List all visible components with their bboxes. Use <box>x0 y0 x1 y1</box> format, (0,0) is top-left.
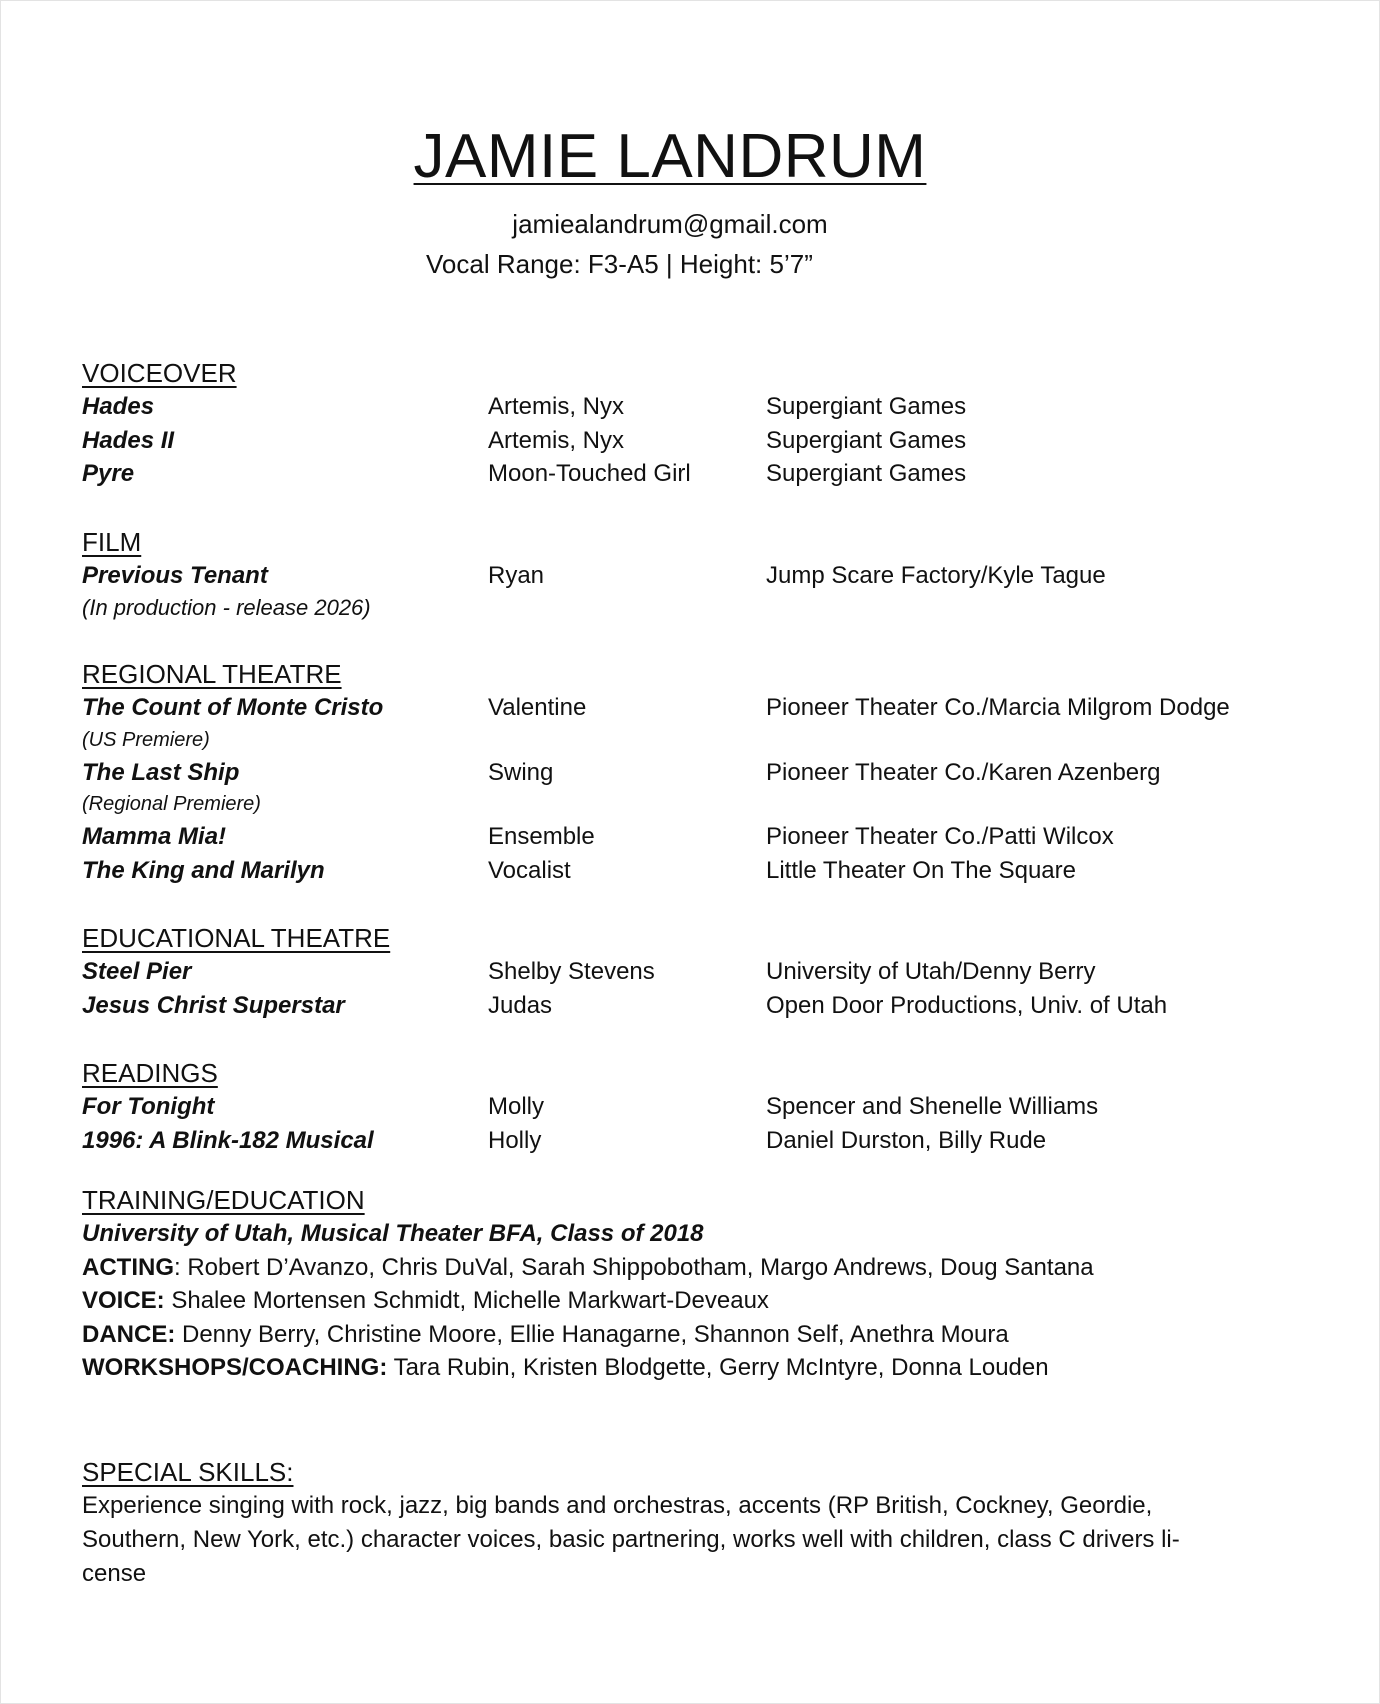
credit-row <box>82 820 1322 854</box>
credit-note: (Regional Premiere) <box>82 793 261 815</box>
credit-company: Pioneer Theater Co./Patti Wilcox <box>766 823 1114 850</box>
credit-company: Supergiant Games <box>766 460 967 487</box>
credit-role: Moon-Touched Girl <box>488 460 691 487</box>
dance-teachers: Denny Berry, Christine Moore, Ellie Hanagarne, Shannon Self, Anethra Moura <box>175 1320 1009 1348</box>
credit-role: Holly <box>488 1126 542 1154</box>
credit-row <box>82 457 1322 491</box>
skills-text: Experience singing with rock, jazz, big bands and orchestras, accents (RP British, Cockney, Geordie, Southern, New York, etc.) character voices, basic partnering, works well with children, class C drivers li- cense <box>82 1491 1180 1587</box>
section-skills-title: SPECIAL SKILLS: <box>82 1456 294 1487</box>
section-readings-title: READINGS <box>82 1058 218 1088</box>
credit-row <box>82 559 1322 593</box>
training-dance <box>82 1318 1322 1352</box>
credit-role: Judas <box>488 991 553 1019</box>
credit-row <box>82 1124 1322 1158</box>
acting-label: ACTING <box>82 1253 174 1281</box>
credit-role: Molly <box>488 1093 545 1120</box>
credit-title: Hades II <box>82 426 175 454</box>
credit-title: The Last Ship <box>82 758 240 786</box>
dance-label: DANCE: <box>82 1320 176 1348</box>
credit-row <box>82 854 1322 888</box>
workshops-teachers: Tara Rubin, Kristen Blodgette, Gerry McIntyre, Donna Louden <box>387 1354 1049 1381</box>
credit-title: Jesus Christ Superstar <box>82 991 345 1019</box>
section-film-title: FILM <box>82 526 142 557</box>
credit-title: Previous Tenant <box>82 561 268 589</box>
credit-company: Pioneer Theater Co./Karen Azenberg <box>766 758 1161 786</box>
credit-title: Pyre <box>82 460 135 487</box>
training-acting <box>82 1251 1322 1285</box>
credit-company: Little Theater On The Square <box>766 856 1076 884</box>
credit-note: (US Premiere) <box>82 728 210 751</box>
credit-role: Swing <box>488 758 554 786</box>
credit-row <box>82 989 1322 1023</box>
credit-title: The King and Marilyn <box>82 856 325 884</box>
credit-company: Daniel Durston, Billy Rude <box>766 1126 1047 1154</box>
credit-row <box>82 424 1322 458</box>
credit-company: Supergiant Games <box>766 426 967 454</box>
credit-row <box>82 691 1322 725</box>
name-text: JAMIE LANDRUM <box>413 122 927 191</box>
credit-title: Mamma Mia! <box>82 823 227 850</box>
training-workshops <box>82 1351 1322 1385</box>
credit-row <box>82 756 1322 790</box>
acting-teachers: : Robert D’Avanzo, Chris DuVal, Sarah Shippobotham, Margo Andrews, Doug Santana <box>174 1253 1094 1281</box>
workshops-label: WORKSHOPS/COACHING: <box>82 1354 388 1381</box>
credit-role: Artemis, Nyx <box>488 426 625 454</box>
credit-title: For Tonight <box>82 1093 215 1120</box>
credit-company: Supergiant Games <box>766 393 967 420</box>
credit-company: Open Door Productions, Univ. of Utah <box>766 991 1168 1019</box>
credit-role: Vocalist <box>488 856 571 884</box>
voice-teachers: Shalee Mortensen Schmidt, Michelle Markwart-Deveaux <box>164 1287 769 1314</box>
credit-row <box>82 1090 1322 1124</box>
credit-row <box>82 390 1322 424</box>
credit-company: University of Utah/Denny Berry <box>766 958 1096 985</box>
resume-name <box>1 121 1339 193</box>
credit-role: Ryan <box>488 561 545 589</box>
credit-role: Ensemble <box>488 823 595 850</box>
credit-title: The Count of Monte Cristo <box>82 694 384 721</box>
credit-role: Valentine <box>488 694 587 721</box>
credit-row <box>82 955 1322 989</box>
section-educational-title: EDUCATIONAL THEATRE <box>82 923 391 953</box>
credit-note: (In production - release 2026) <box>82 595 371 620</box>
contact-email: jamiealandrum@gmail.com <box>512 209 828 239</box>
credit-role: Artemis, Nyx <box>488 393 625 420</box>
training-voice <box>82 1284 1322 1318</box>
credit-title: Steel Pier <box>82 958 192 985</box>
section-regional-title: REGIONAL THEATRE <box>82 659 342 689</box>
section-voiceover-title: VOICEOVER <box>82 358 237 388</box>
credit-role: Shelby Stevens <box>488 958 655 985</box>
credit-title: Hades <box>82 393 155 420</box>
credit-company: Spencer and Shenelle Williams <box>766 1093 1099 1120</box>
credit-title: 1996: A Blink-182 Musical <box>82 1126 374 1154</box>
credit-company: Jump Scare Factory/Kyle Tague <box>766 561 1106 589</box>
voice-label: VOICE: <box>82 1287 165 1314</box>
training-school: University of Utah, Musical Theater BFA, Class of 2018 <box>82 1220 704 1247</box>
resume-content <box>82 356 1322 1591</box>
credit-company: Pioneer Theater Co./Marcia Milgrom Dodge <box>766 694 1230 721</box>
section-training-title: TRAINING/EDUCATION <box>82 1185 365 1215</box>
vocal-height-info: Vocal Range: F3-A5 | Height: 5’7” <box>426 249 813 279</box>
